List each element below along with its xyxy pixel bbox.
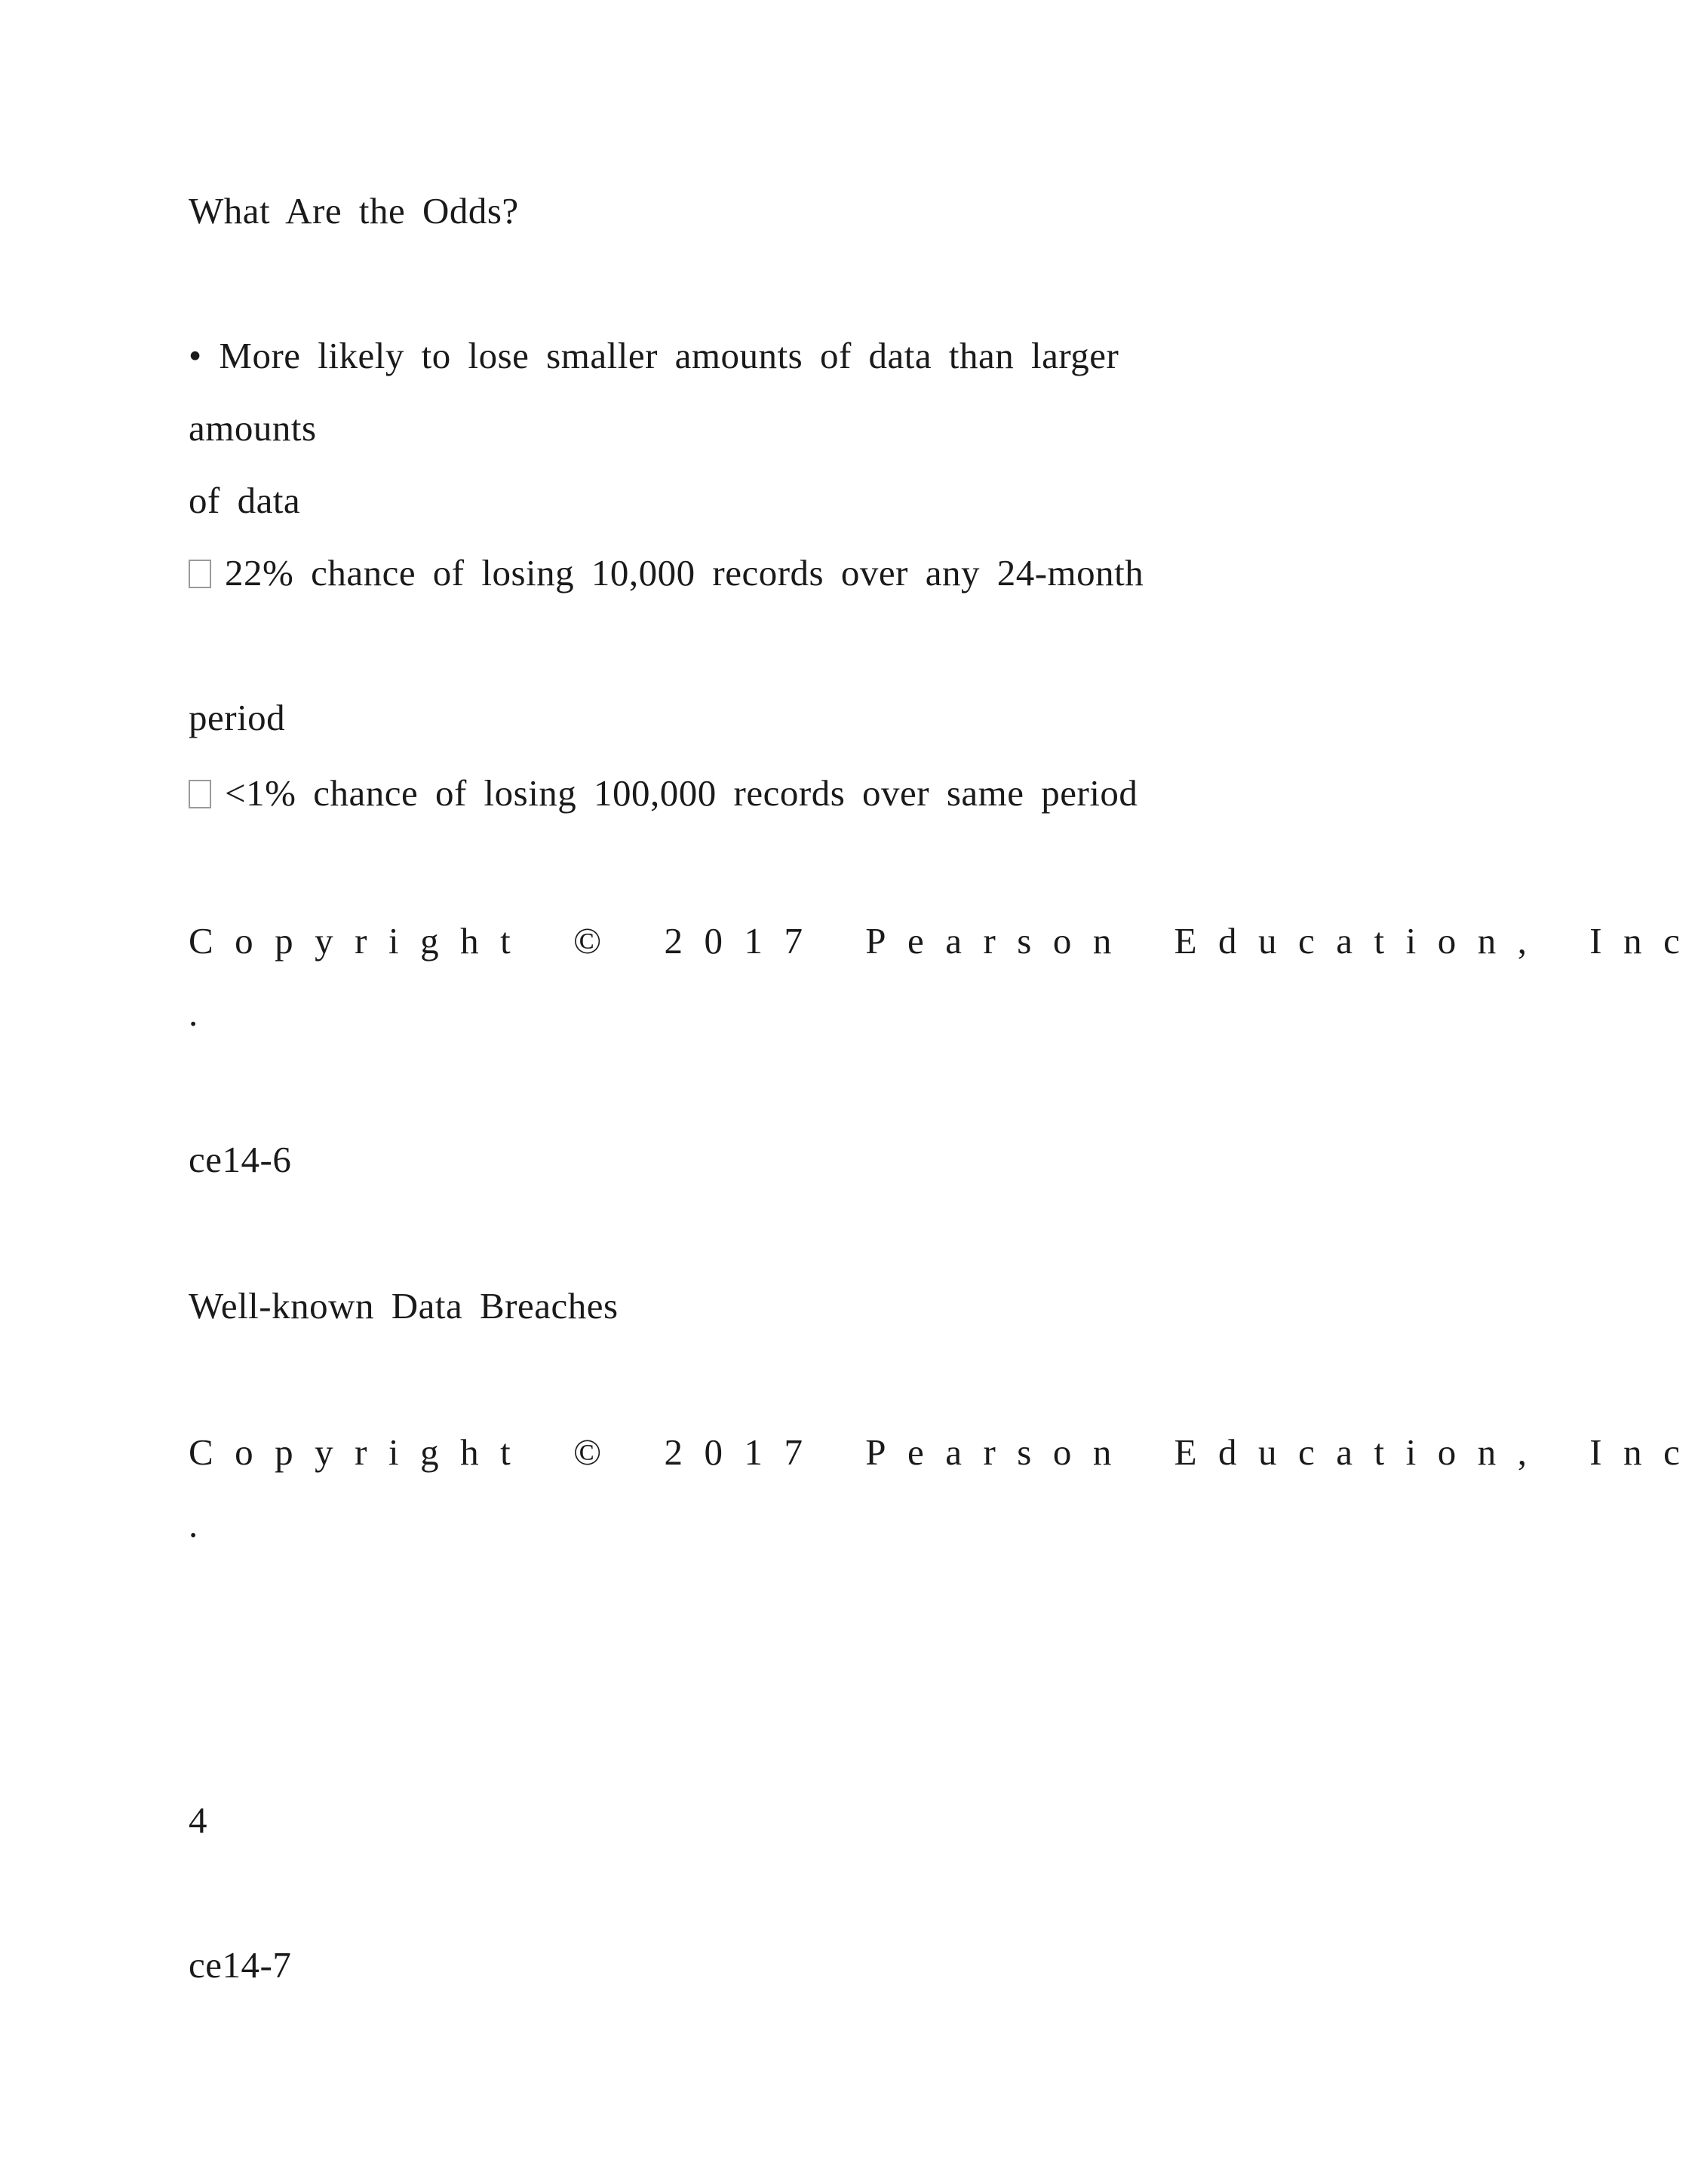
sub-bullet-text: <1% chance of losing 100,000 records over same period [225, 772, 1138, 814]
bullet-icon: • [189, 335, 202, 376]
slide-id: ce14-7 [189, 1944, 292, 1986]
sub-bullet-item [189, 551, 1144, 596]
missing-glyph-box-icon [189, 780, 211, 808]
copyright-notice: Copyright © 2017 Pearson Education, Inc [189, 920, 1701, 962]
bullet-item [189, 333, 1119, 379]
sub-bullet-item [189, 771, 1138, 816]
sub-bullet-text: 22% chance of losing 10,000 records over any 24-month [225, 552, 1144, 594]
sub-bullet-continuation: period [189, 697, 286, 738]
slide-id: ce14-6 [189, 1139, 292, 1180]
copyright-notice: Copyright © 2017 Pearson Education, Inc [189, 1431, 1701, 1473]
section-heading: Well-known Data Breaches [189, 1285, 619, 1327]
missing-glyph-box-icon [189, 560, 211, 588]
bullet-continuation: of data [189, 480, 301, 521]
copyright-period: . [189, 1504, 198, 1545]
page-number: 4 [189, 1799, 207, 1841]
bullet-continuation: amounts [189, 407, 317, 449]
copyright-period: . [189, 992, 198, 1034]
bullet-text: More likely to lose smaller amounts of data than larger [219, 335, 1119, 376]
page-title: What Are the Odds? [189, 190, 519, 232]
